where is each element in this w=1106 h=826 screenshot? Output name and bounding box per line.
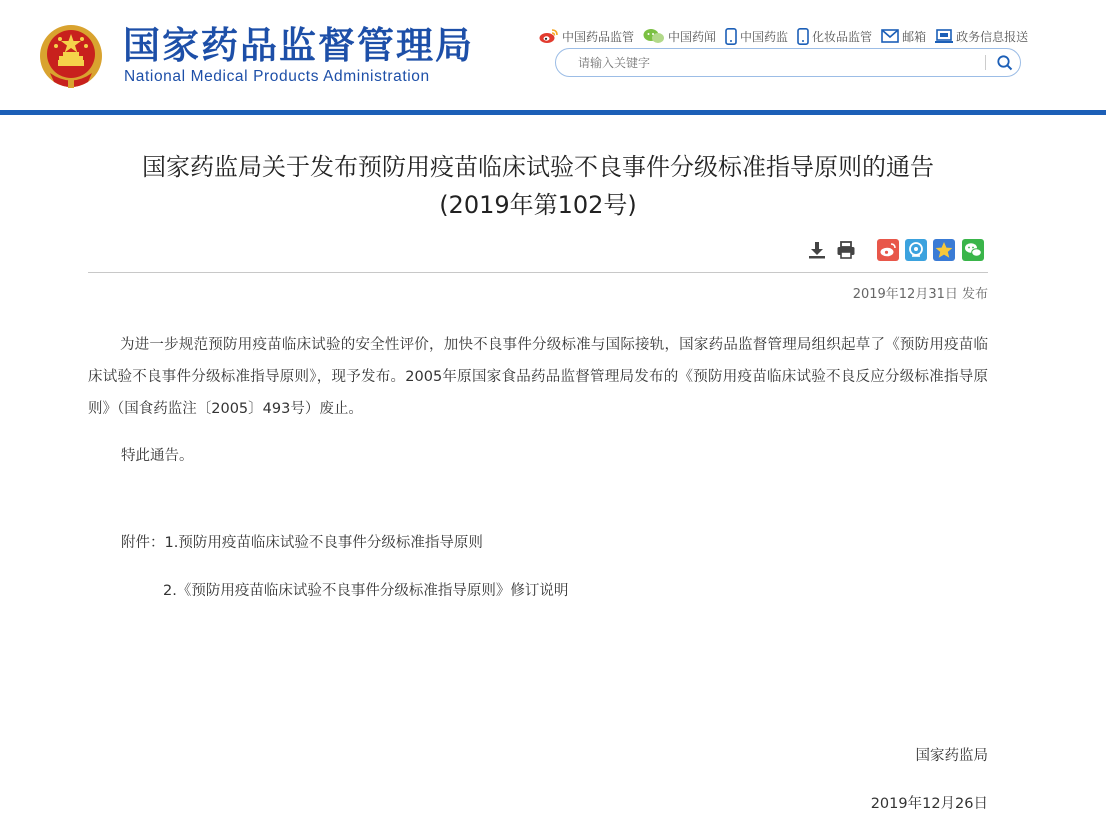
header-blue-bar	[0, 110, 1106, 115]
wechat-icon	[643, 28, 665, 44]
mobile-icon	[725, 28, 737, 45]
paragraph: 特此通告。	[121, 448, 194, 464]
search-box	[555, 48, 1021, 77]
attachment-link[interactable]: 附件：1.预防用疫苗临床试验不良事件分级标准指导原则	[121, 535, 483, 551]
attachment-link[interactable]: 2.《预防用疫苗临床试验不良事件分级标准指导原则》修订说明	[163, 583, 569, 599]
weibo-icon	[539, 28, 559, 44]
signature-issuer: 国家药监局	[915, 748, 988, 764]
top-link-wechat[interactable]	[643, 28, 716, 45]
article-body	[88, 329, 988, 599]
article-title-line2: (2019年第102号)	[439, 191, 637, 219]
signature-date: 2019年12月26日	[870, 796, 988, 812]
title-divider	[88, 272, 988, 273]
top-link-weibo[interactable]	[539, 28, 634, 45]
mobile-icon	[797, 28, 809, 45]
share-wechat-icon[interactable]	[962, 239, 984, 261]
top-link-cosmetics[interactable]	[797, 28, 872, 45]
top-links-bar	[539, 27, 1037, 45]
share-weibo-icon[interactable]	[877, 239, 899, 261]
print-icon[interactable]	[835, 239, 857, 261]
top-link-label: 邮箱	[902, 29, 927, 44]
top-link-report[interactable]	[935, 28, 1028, 45]
share-qzone-icon[interactable]	[905, 239, 927, 261]
top-link-label: 中国药品监管	[562, 29, 635, 44]
site-logo-en[interactable]: National Medical Products Administration	[124, 68, 430, 85]
top-link-mail[interactable]	[881, 28, 926, 45]
top-link-label: 化妆品监管	[812, 29, 873, 44]
site-logo-cn[interactable]: 国家药品监督管理局	[123, 24, 474, 67]
publish-date: 2019年12月31日 发布	[852, 287, 988, 302]
download-icon[interactable]	[806, 239, 828, 261]
site-header	[0, 0, 1106, 110]
top-link-mobile-nmpa[interactable]	[725, 28, 788, 45]
search-icon[interactable]	[996, 54, 1014, 72]
top-link-label: 政务信息报送	[956, 29, 1029, 44]
article-title	[88, 148, 988, 224]
mail-icon	[881, 29, 899, 43]
search-divider	[985, 55, 986, 70]
national-emblem-icon[interactable]	[36, 18, 106, 90]
share-favorite-icon[interactable]	[933, 239, 955, 261]
report-icon	[935, 29, 953, 44]
search-input[interactable]	[578, 53, 978, 72]
paragraph: 为进一步规范预防用疫苗临床试验的安全性评价，加快不良事件分级标准与国际接轨，国家药品监督管理局组织起草了《预防用疫苗临床试验不良事件分级标准指导原则》，现予发布。2005年原国家食品药品监督管理局发布的《预防用疫苗临床试验不良反应分级标准指导原则》（国食药监注〔2005〕493号）废止。	[88, 337, 988, 417]
top-link-label: 中国药闻	[668, 29, 717, 44]
article-title-line1: 国家药监局关于发布预防用疫苗临床试验不良事件分级标准指导原则的通告	[142, 153, 934, 181]
top-link-label: 中国药监	[740, 29, 789, 44]
